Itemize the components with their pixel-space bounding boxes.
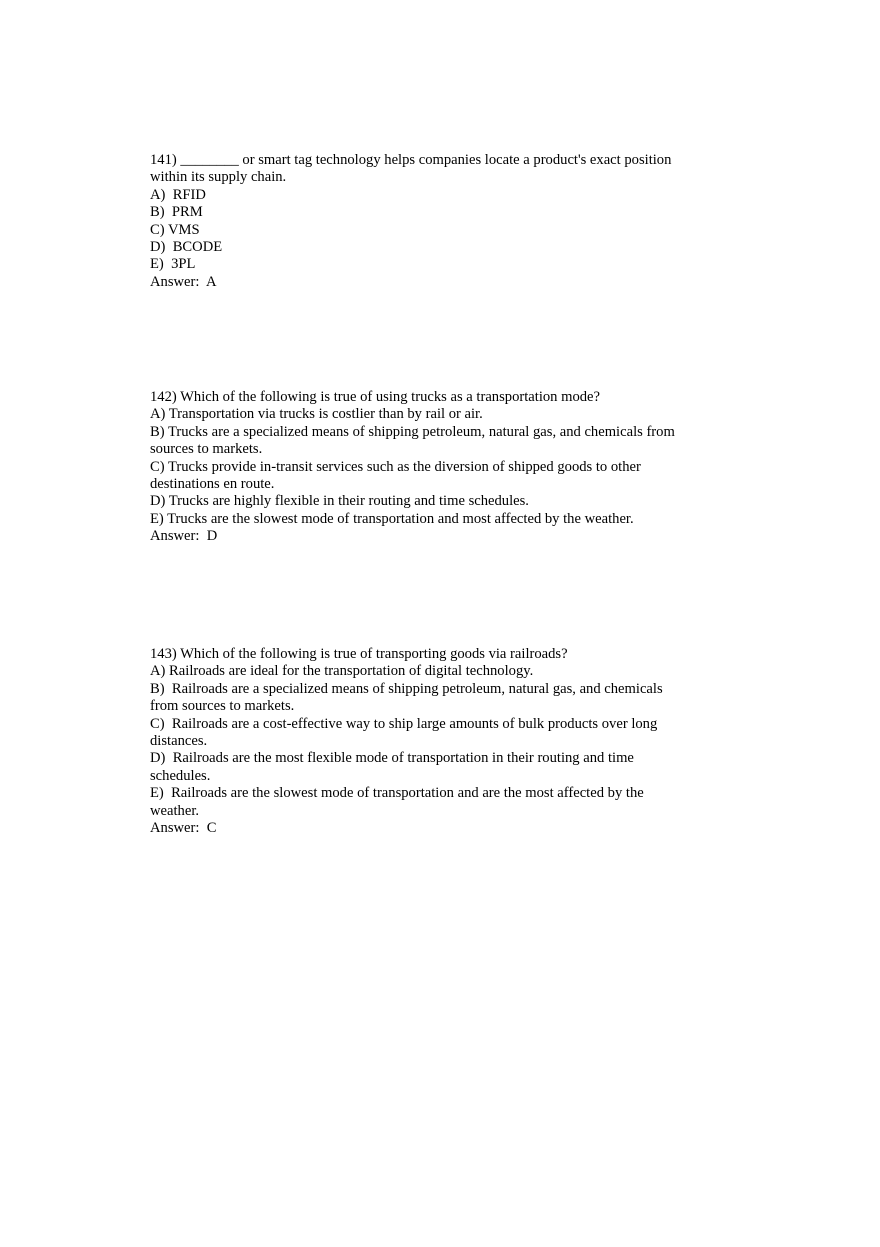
question-141 bbox=[150, 152, 710, 291]
question-143 bbox=[150, 646, 710, 837]
option-d: D) BCODE bbox=[150, 239, 223, 256]
answer-line: Answer: C bbox=[150, 820, 217, 837]
option-d: D) Trucks are highly flexible in their routing and time schedules. bbox=[150, 493, 529, 510]
option-c: C) Trucks provide in-transit services such as the diversion of shipped goods to other destinations en route. bbox=[150, 458, 641, 493]
answer-line: Answer: D bbox=[150, 528, 218, 545]
answer-line: Answer: A bbox=[150, 273, 217, 290]
option-e: E) 3PL bbox=[150, 256, 196, 273]
question-142 bbox=[150, 389, 710, 546]
option-b: B) PRM bbox=[150, 204, 203, 221]
question-stem: 141) ________ or smart tag technology helps companies locate a product's exact position within its supply chain. bbox=[150, 152, 672, 186]
option-b: B) Trucks are a specialized means of shipping petroleum, natural gas, and chemicals from sources to markets. bbox=[150, 423, 675, 458]
option-e: E) Railroads are the slowest mode of transportation and are the most affected by the weather. bbox=[150, 785, 648, 819]
option-a: A) Transportation via trucks is costlier than by rail or air. bbox=[150, 406, 483, 423]
option-d: D) Railroads are the most flexible mode of transportation in their routing and time schedules. bbox=[150, 750, 638, 784]
option-e: E) Trucks are the slowest mode of transportation and most affected by the weather. bbox=[150, 510, 634, 527]
option-b: B) Railroads are a specialized means of shipping petroleum, natural gas, and chemicals from sources to markets. bbox=[150, 680, 667, 715]
option-c: C) Railroads are a cost-effective way to ship large amounts of bulk products over long distances. bbox=[150, 715, 661, 750]
option-a: A) Railroads are ideal for the transportation of digital technology. bbox=[150, 663, 534, 680]
option-c: C) VMS bbox=[150, 221, 200, 238]
question-stem: 142) Which of the following is true of using trucks as a transportation mode? bbox=[150, 389, 601, 405]
option-a: A) RFID bbox=[150, 186, 206, 203]
question-stem: 143) Which of the following is true of transporting goods via railroads? bbox=[150, 646, 568, 662]
